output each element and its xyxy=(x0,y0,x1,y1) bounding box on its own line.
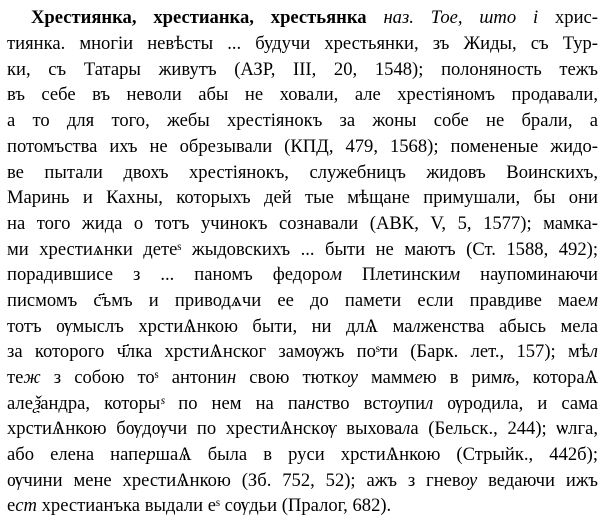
entry-line xyxy=(7,365,598,391)
italic-text: м xyxy=(448,264,461,285)
entry-line xyxy=(7,416,598,442)
entry-line xyxy=(7,237,598,263)
entry-text: ство вст xyxy=(315,393,389,414)
entry-line xyxy=(7,211,598,237)
italic-text: ст xyxy=(15,495,37,516)
entry-text: з собою тоˢ антони xyxy=(40,367,227,388)
entry-line xyxy=(7,262,598,288)
entry-line xyxy=(7,108,598,134)
entry-text: хрис- xyxy=(538,7,598,28)
entry-text: женства абысь мела xyxy=(420,316,598,337)
entry-text: писмомъ с҃ъмъ и приводѧчи ее до памети если правдиве мае xyxy=(7,290,587,311)
entry-text: на того жида о тотъ учинокъ сознавали (АВК, V, 5, 1577); мамка- xyxy=(7,213,598,234)
italic-text: ѹ xyxy=(341,367,358,388)
entry-text: порадившисе з ... паномъ федоро xyxy=(7,264,331,285)
italic-text: н xyxy=(306,393,316,414)
italic-text: м xyxy=(586,290,598,311)
entry-text: мамм xyxy=(357,367,415,388)
entry-text: або елена напе xyxy=(7,444,147,465)
italic-text: ˢ xyxy=(160,393,165,414)
entry-text: а то для того, жебы хрестіянокъ за жоны собе не брали, а xyxy=(7,110,598,131)
entry-line xyxy=(7,468,598,494)
italic-text: л xyxy=(425,393,434,414)
entry-text: те xyxy=(7,367,24,388)
entry-text: , котораѦ xyxy=(514,367,598,388)
entry-text: ѹродила, и сама xyxy=(433,393,598,414)
entry-line xyxy=(7,493,598,519)
italic-text: ѯ xyxy=(32,393,41,414)
entry-text: тотъ ѹмыслъ хрстиѦнкою быти, ни длѦ ма xyxy=(7,316,413,337)
entry-text: хрстиѦнкою бѹдѹчи по хрестиѦнскѹ выхова xyxy=(7,418,403,439)
italic-text: м xyxy=(330,264,343,285)
entry-line xyxy=(7,57,598,83)
entry-text: наупоминаючи xyxy=(460,264,598,285)
entry-text: ведаючи ижъ xyxy=(477,470,598,491)
entry-text: потомъства ихъ не обрезывали (КПД, 479, 1568); помененые жидо- xyxy=(7,136,598,157)
entry-text: е xyxy=(7,495,16,516)
entry-text: въ себе въ неволи абы не ховали, але хрестіяномъ продавали, xyxy=(7,84,598,105)
italic-text: л xyxy=(412,316,421,337)
entry-text: ѹчини мене хрестиѦнкою (Зб. 752, 52); ажъ з гнев xyxy=(7,470,461,491)
entry-line xyxy=(7,31,598,57)
entry-text: а (Бельск., 244); ѡлга, xyxy=(410,418,598,439)
italic-text: л xyxy=(589,341,598,362)
entry-text: ю в рим xyxy=(422,367,503,388)
entry-text: свою тютк xyxy=(236,367,342,388)
italic-text: ѣ xyxy=(502,367,515,388)
entry-line xyxy=(31,5,598,31)
entry-text: за которого ч҃лка хрстиѦнског замѹжъ поˢти (Барк. лет., 157); мѣ xyxy=(7,341,590,362)
italic-text: р xyxy=(146,444,156,465)
italic-text: наз. Тое, што і xyxy=(366,7,539,28)
entry-line xyxy=(7,185,598,211)
entry-text: ве пытали двохъ хрестіянокъ, служебницъ жидовъ Воинскихъ, xyxy=(7,162,598,183)
entry-text: ки, съ Татары живутъ (АЗР, III, 20, 1548); полоняность тежъ xyxy=(7,59,598,80)
entry-text: по нем на па xyxy=(164,393,307,414)
italic-text: л xyxy=(402,418,411,439)
italic-text: ѹ xyxy=(388,393,406,414)
entry-line xyxy=(7,82,598,108)
entry-text: андра, которы xyxy=(40,393,161,414)
entry-line xyxy=(7,288,598,314)
entry-text: пи xyxy=(405,393,426,414)
italic-text: н xyxy=(226,367,237,388)
italic-text: е xyxy=(414,367,423,388)
entry-text: хрестианъка выдали еˢ сѹдьи (Пралог, 682). xyxy=(36,495,392,516)
entry-text: тиянка. многіи невѣсты ... будучи хрестьянки, зъ Жиды, съ Тур- xyxy=(7,33,598,54)
entry-line xyxy=(7,160,598,186)
entry-line xyxy=(7,442,598,468)
entry-line xyxy=(7,314,598,340)
entry-text: шаѦ была в руси хрстиѦнкою (Стрыйк., 442б); xyxy=(155,444,598,465)
italic-text: ж xyxy=(23,367,41,388)
entry-text: Плетински xyxy=(342,264,449,285)
entry-text: але xyxy=(7,393,33,414)
italic-text: ѹ xyxy=(460,470,478,491)
entry-headword: Хрестиянка, хрестианка, хрестьянка xyxy=(31,7,367,28)
entry-line xyxy=(7,391,598,417)
entry-line xyxy=(7,134,598,160)
entry-text: ми хрестиѧнки детеˢ жыдовскихъ ... быти не маютъ (Ст. 1588, 492); xyxy=(7,239,598,260)
entry-text: Маринь и Кахны, которыхъ дей тые мѣщане примушали, бы они xyxy=(7,187,598,208)
entry-line xyxy=(7,339,598,365)
